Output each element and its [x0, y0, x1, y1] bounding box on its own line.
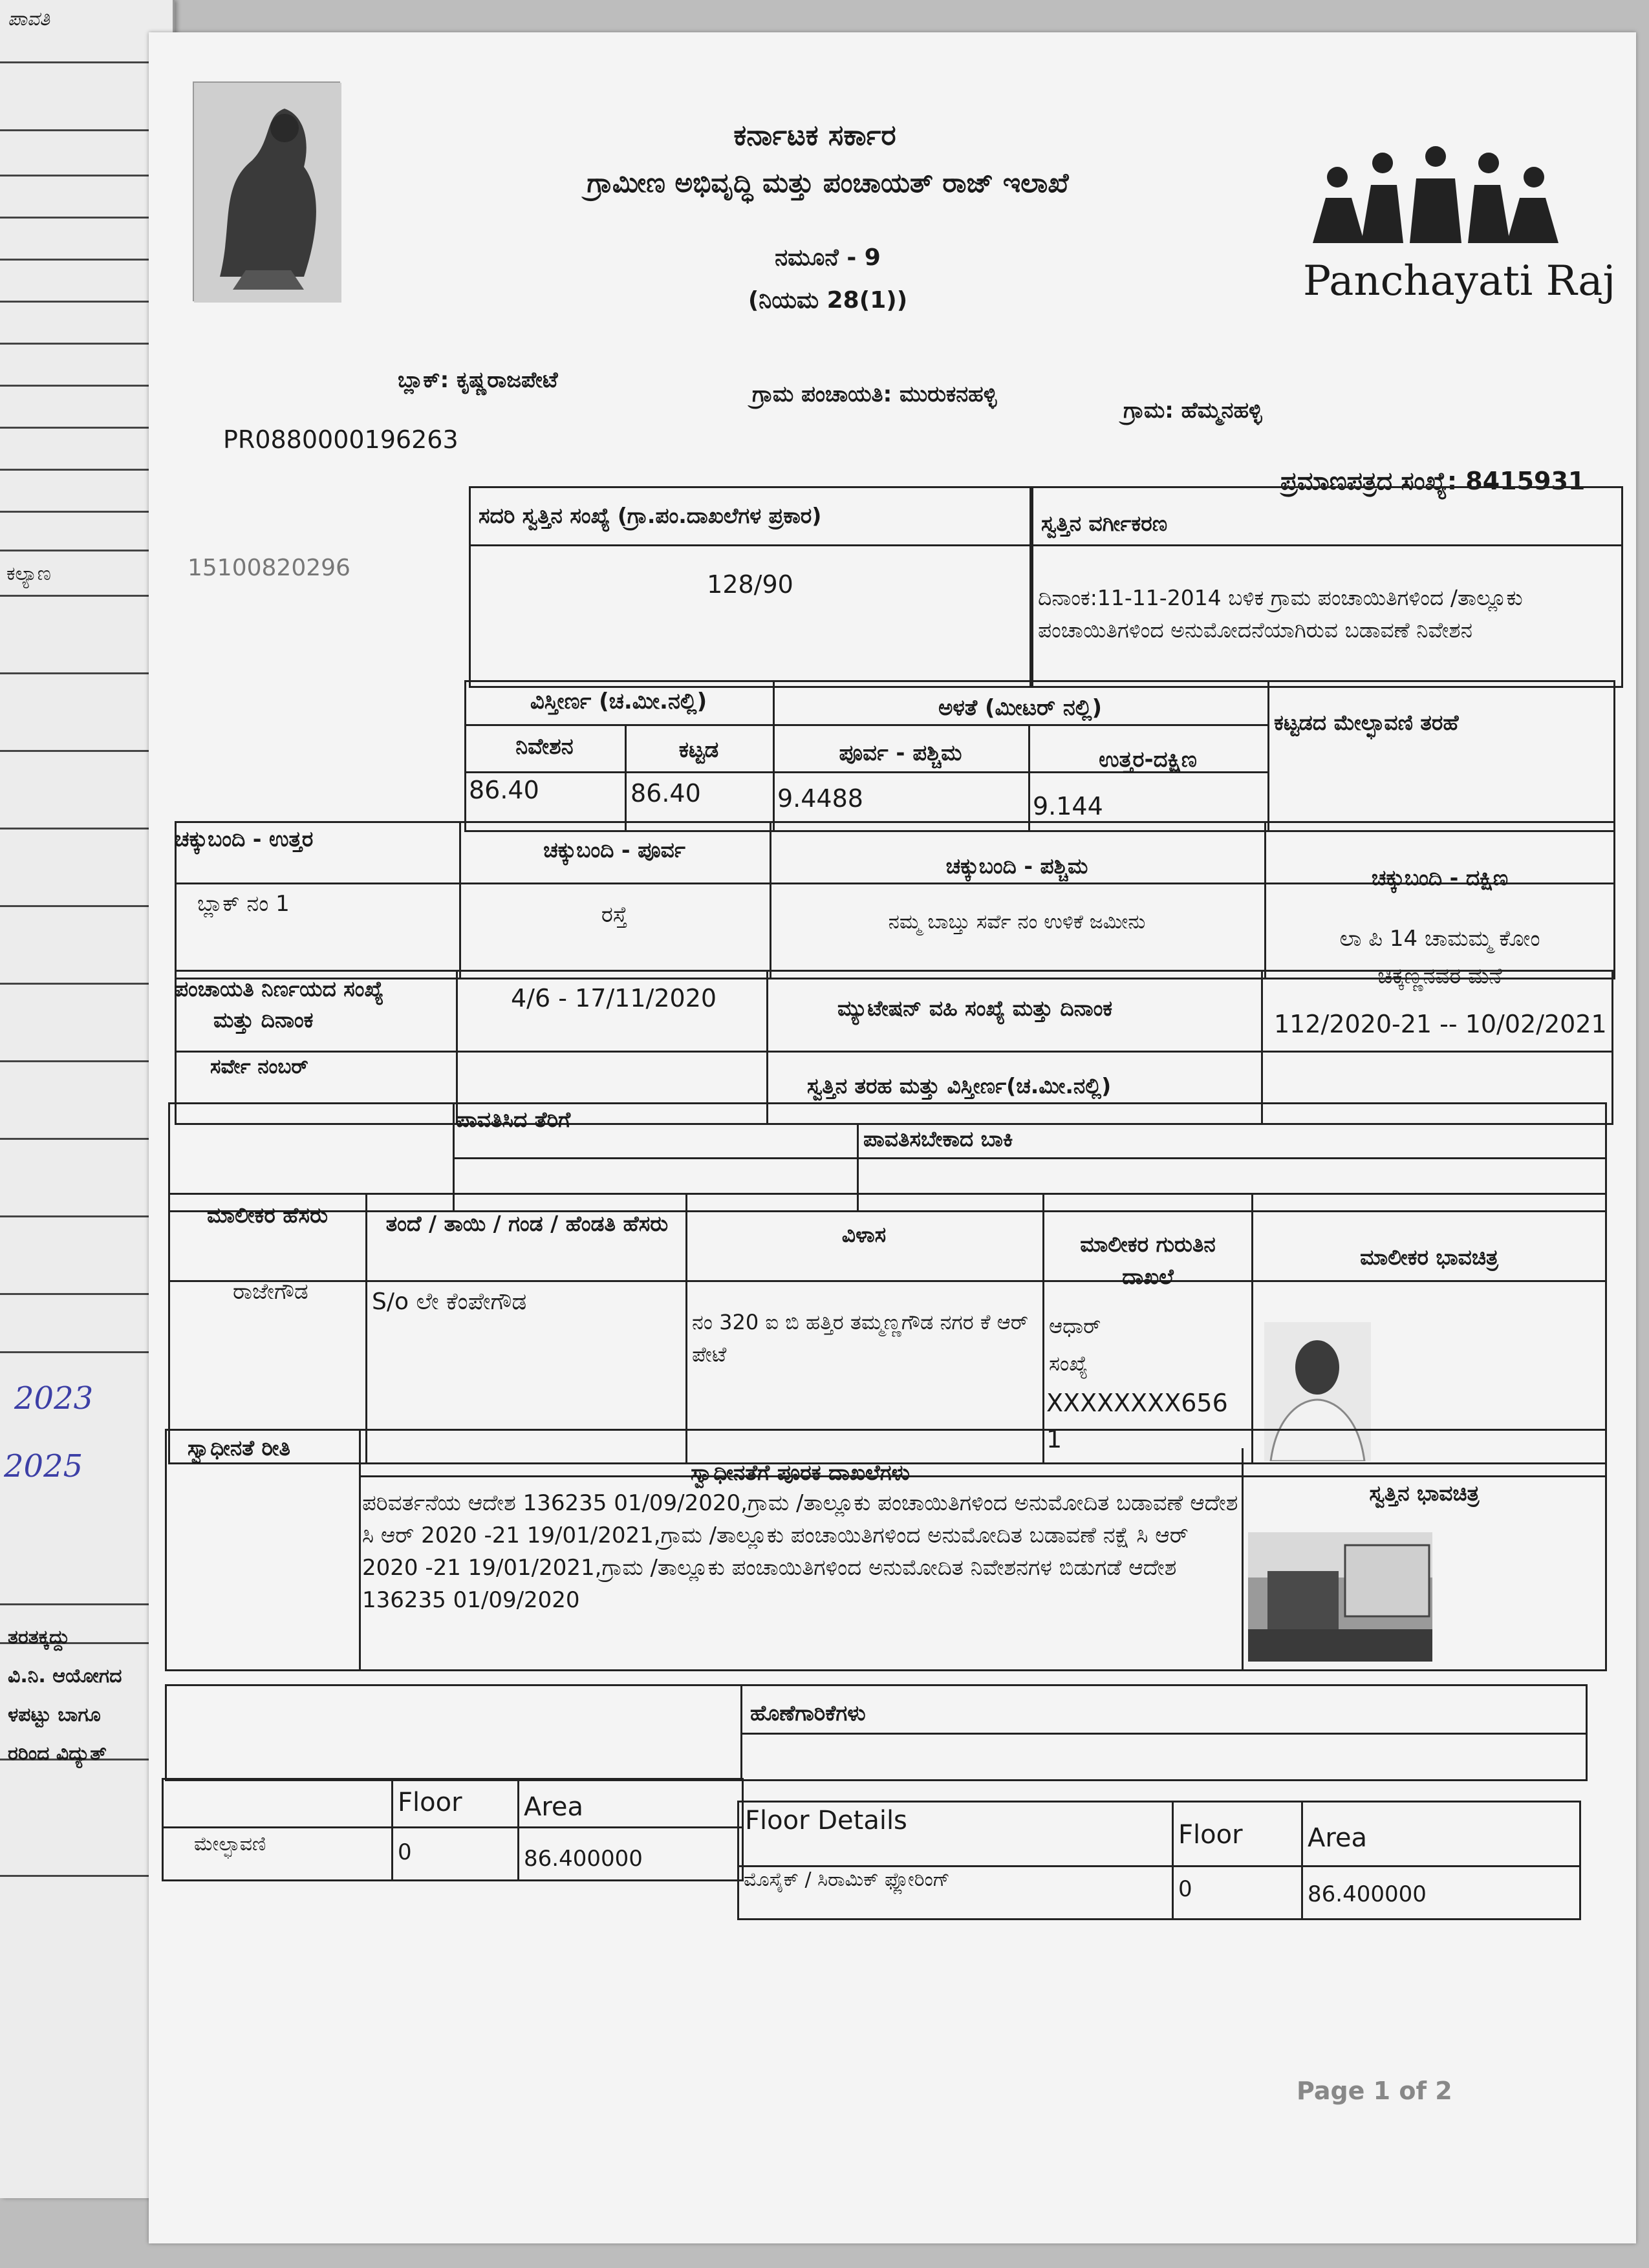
- rule-number: (ನಿಯಮ 28(1)): [748, 287, 908, 314]
- owner-address: ನಂ 320 ಐ ಬಿ ಹತ್ತಿರ ತಮ್ಮಣ್ಣಗೌಡ ನಗರ ಕೆ ಆರ್ ಪೇಟೆ: [692, 1310, 1029, 1367]
- underlying-note-1: ತರತಕ್ಕದ್ದು: [8, 1626, 70, 1649]
- floor-details-header: Floor Details: [745, 1806, 907, 1835]
- east-west-value: 9.4488: [777, 784, 863, 813]
- site-header: ನಿವೇಶನ: [515, 734, 574, 760]
- owner-id-line-3: XXXXXXXX656: [1046, 1389, 1228, 1417]
- underlying-note-4: ರರಿಂದ ವಿದ್ಯುತ್: [8, 1742, 107, 1765]
- site-area-value: 86.40: [469, 776, 539, 804]
- area-header: ವಿಸ್ತೀರ್ಣ (ಚ.ಮೀ.ನಲ್ಲಿ): [530, 689, 707, 714]
- handwritten-year-2025: 2025: [4, 1448, 83, 1484]
- resolution-value: 4/6 - 17/11/2020: [511, 984, 717, 1012]
- property-class-value: ದಿನಾಂಕ:11-11-2014 ಬಳಿಕ ಗ್ರಾಮ ಪಂಚಾಯಿತಿಗಳಿಂದ /ತಾಲ್ಲೂಕು ಪಂಚಾಯಿತಿಗಳಿಂದ ಅನುಮೋದನೆಯಾಗಿರುವ ಬಡಾವಣೆ ನಿವೇಶನ: [1038, 585, 1523, 643]
- boundary-south-value-2: ಚಿಕ್ಕಣ್ಣನವರ ಮನೆ: [1377, 963, 1502, 989]
- possession-docs-label: ಸ್ವಾಧೀನತೆಗೆ ಪೂರಕ ದಾಖಲೆಗಳು: [690, 1460, 911, 1485]
- owner-address-label: ವಿಳಾಸ: [841, 1222, 887, 1247]
- panchayati-raj-logo-text: Panchayati Raj: [1303, 257, 1616, 305]
- resolution-table: [175, 970, 1613, 1125]
- tax-due-label: ಪಾವತಿಸಬೇಕಾದ ಬಾಕಿ: [863, 1126, 1013, 1151]
- boundary-east-label: ಚಕ್ಕುಬಂದಿ - ಪೂರ್ವ: [543, 837, 685, 862]
- possession-docs: ಪರಿವರ್ತನೆಯ ಆದೇಶ 136235 01/09/2020,ಗ್ರಾಮ /ತಾಲ್ಲೂಕು ಪಂಚಾಯಿತಿಗಳಿಂದ ಅನುಮೋದಿತ ಬಡಾವಣೆ ಆದೇಶ ಸಿ ಆರ್ 2020 -21 19/01/2021,ಗ್ರಾಮ /ತಾಲ್ಲೂಕು ಪಂಚಾಯಿತಿಗಳಿಂದ ಅನುಮೋದಿತ ಬಡಾವಣೆ ನಕ್ಷೆ ಸಿ ಆರ್ 2020 -21 19/01/2021,ಗ್ರಾಮ /ತಾಲ್ಲೂಕು ಪಂಚಾಯಿತಿಗಳಿಂದ ಅನುಮೋದಿತ ನಿವೇಶನಗಳ ಬಿಡುಗಡೆ ಆದೇಶ 136235 01/09/2020: [362, 1490, 1238, 1613]
- panchayati-raj-logo: [1300, 146, 1571, 256]
- underlying-note-2: ವಿ.ನಿ. ಆಯೋಗದ: [8, 1665, 122, 1687]
- building-header: ಕಟ್ಟಡ: [678, 737, 719, 763]
- roof-type-header: ಕಟ್ಟಡದ ಮೇಲ್ಛಾವಣಿ ತರಹೆ: [1274, 710, 1459, 735]
- boundary-south-value-1: ಲಾ ಪಿ 14 ಚಾಮಮ್ಮ ಕೋಂ: [1339, 926, 1540, 952]
- resolution-label-1: ಪಂಚಾಯತಿ ನಿರ್ಣಯದ ಸಂಖ್ಯೆ: [175, 976, 384, 1001]
- underlying-top-text: ಪಾವತಿ: [8, 8, 50, 30]
- property-number-value: 128/90: [707, 570, 793, 599]
- east-west-header: ಪೂರ್ವ - ಪಶ್ಚಿಮ: [839, 740, 962, 766]
- building-area-value: 86.40: [630, 779, 701, 808]
- village-label: ಗ್ರಾಮ: ಹೆಮ್ಮನಹಳ್ಳಿ: [1123, 398, 1262, 423]
- left-area-value: 86.400000: [524, 1846, 643, 1872]
- right-floor-header: Floor: [1178, 1820, 1243, 1850]
- underlying-kalyana-text: ಕಲ್ಯಾಣ: [6, 562, 51, 585]
- form-number: ನಮೂನೆ - 9: [775, 244, 881, 271]
- karnataka-emblem-image: [193, 81, 340, 301]
- north-south-header: ಉತ್ತರ-ದಕ್ಷಿಣ: [1099, 747, 1197, 773]
- property-photo: [1248, 1532, 1432, 1662]
- mutation-label: ಮ್ಯುಟೇಷನ್ ವಹಿ ಸಂಖ್ಯೆ ಮತ್ತು ದಿನಾಂಕ: [837, 996, 1113, 1021]
- boundary-north-label: ಚಕ್ಕುಬಂದಿ - ಉತ್ತರ: [175, 826, 314, 851]
- left-area-header: Area: [524, 1792, 584, 1822]
- property-photo-label: ಸ್ವತ್ತಿನ ಭಾವಚಿತ್ರ: [1369, 1481, 1480, 1506]
- underlying-note-3: ಳಪಟ್ಟು ಬಾಗೂ: [8, 1704, 101, 1726]
- tax-paid-label: ಪಾವತಿಸಿದ ತೆರಿಗೆ: [456, 1107, 571, 1132]
- owner-name: ರಾಜೇಗೌಡ: [233, 1279, 308, 1305]
- left-floor-header: Floor: [398, 1788, 462, 1817]
- survey-number-label: ಸರ್ವೇ ನಂಬರ್: [210, 1055, 308, 1078]
- resolution-label-2: ಮತ್ತು ದಿನಾಂಕ: [213, 1007, 314, 1032]
- left-floor-type: ಮೇಲ್ಛಾವಣಿ: [194, 1833, 266, 1856]
- taluk-label: ಬ್ಲಾಕ್: ಕೃಷ್ಣರಾಜಪೇಟೆ: [398, 367, 558, 393]
- gram-panchayat-label: ಗ್ರಾಮ ಪಂಚಾಯತಿ: ಮುರುಕನಹಳ್ಳಿ: [752, 381, 997, 407]
- boundary-west-label: ಚಕ್ಕುಬಂದಿ - ಪಶ್ಚಿಮ: [945, 853, 1088, 879]
- owner-id-label: ಮಾಲೀಕರ ಗುರುತಿನ ದಾಖಲೆ: [1080, 1232, 1216, 1289]
- right-area-header: Area: [1308, 1823, 1368, 1853]
- property-type-area-label: ಸ್ವತ್ತಿನ ತರಹ ಮತ್ತು ವಿಸ್ತೀರ್ಣ(ಚ.ಮೀ.ನಲ್ಲಿ): [807, 1073, 1112, 1098]
- mutation-value: 112/2020-21 -- 10/02/2021: [1274, 1010, 1607, 1038]
- left-reference-id: 15100820296: [188, 555, 350, 581]
- boundaries-table: [175, 821, 1615, 979]
- liabilities-label: ಹೊಣೆಗಾರಿಕೆಗಳು: [750, 1700, 866, 1726]
- owner-id-line-1: ಆಧಾರ್: [1049, 1314, 1101, 1338]
- north-south-value: 9.144: [1033, 792, 1103, 820]
- property-class-label: ಸ್ವತ್ತಿನ ವರ್ಗೀಕರಣ: [1041, 511, 1168, 536]
- right-area-value: 86.400000: [1308, 1881, 1427, 1907]
- handwritten-year-2023: 2023: [14, 1380, 94, 1417]
- property-number-label: ಸದರಿ ಸ್ವತ್ತಿನ ಸಂಖ್ಯೆ (ಗ್ರಾ.ಪಂ.ದಾಖಲೆಗಳ ಪ್ರಕಾರ): [479, 503, 822, 528]
- owner-id-line-4: 1: [1046, 1425, 1062, 1453]
- property-id: PR0880000196263: [223, 425, 458, 454]
- boundary-east-value: ರಸ್ತೆ: [601, 902, 628, 928]
- owner-id-line-2: ಸಂಖ್ಯೆ: [1049, 1351, 1088, 1376]
- owner-name-label: ಮಾಲೀಕರ ಹೆಸರು: [207, 1203, 329, 1228]
- boundary-south-label: ಚಕ್ಕುಬಂದಿ - ದಕ್ಷಿಣ: [1371, 865, 1509, 890]
- right-floor-value: 0: [1178, 1876, 1192, 1902]
- owner-relation: S/o ಲೇ ಕೆಂಪೇಗೌಡ: [372, 1289, 527, 1315]
- govt-title: ಕರ್ನಾಟಕ ಸರ್ಕಾರ: [733, 119, 896, 152]
- left-floor-value: 0: [398, 1839, 412, 1865]
- page-number: Page 1 of 2: [1297, 2077, 1452, 2105]
- dimensions-header: ಅಳತೆ (ಮೀಟರ್ ನಲ್ಲಿ): [938, 695, 1103, 721]
- certificate-number: ಪ್ರಮಾಣಪತ್ರದ ಸಂಖ್ಯೆ: 8415931: [1280, 467, 1586, 495]
- owner-photo-label: ಮಾಲೀಕರ ಭಾವಚಿತ್ರ: [1360, 1245, 1498, 1270]
- boundary-west-value: ನಮ್ಮ ಬಾಬ್ತು ಸರ್ವೆ ನಂ ಉಳಿಕೆ ಜಮೀನು: [888, 910, 1146, 934]
- dept-title: ಗ್ರಾಮೀಣ ಅಭಿವೃದ್ಧಿ ಮತ್ತು ಪಂಚಾಯತ್ ರಾಜ್ ಇಲಾಖೆ: [587, 167, 1069, 198]
- owner-relation-label: ತಂದೆ / ತಾಯಿ / ಗಂಡ / ಹೆಂಡತಿ ಹೆಸರು: [385, 1211, 669, 1236]
- boundary-north-value: ಬ್ಲಾಕ್ ನಂ 1: [197, 891, 290, 917]
- right-floor-type: ಮೊಸೈಕ್ / ಸಿರಾಮಿಕ್ ಫ್ಲೋರಿಂಗ್: [744, 1868, 950, 1891]
- possession-label: ಸ್ವಾಧೀನತೆ ರೀತಿ: [188, 1435, 290, 1460]
